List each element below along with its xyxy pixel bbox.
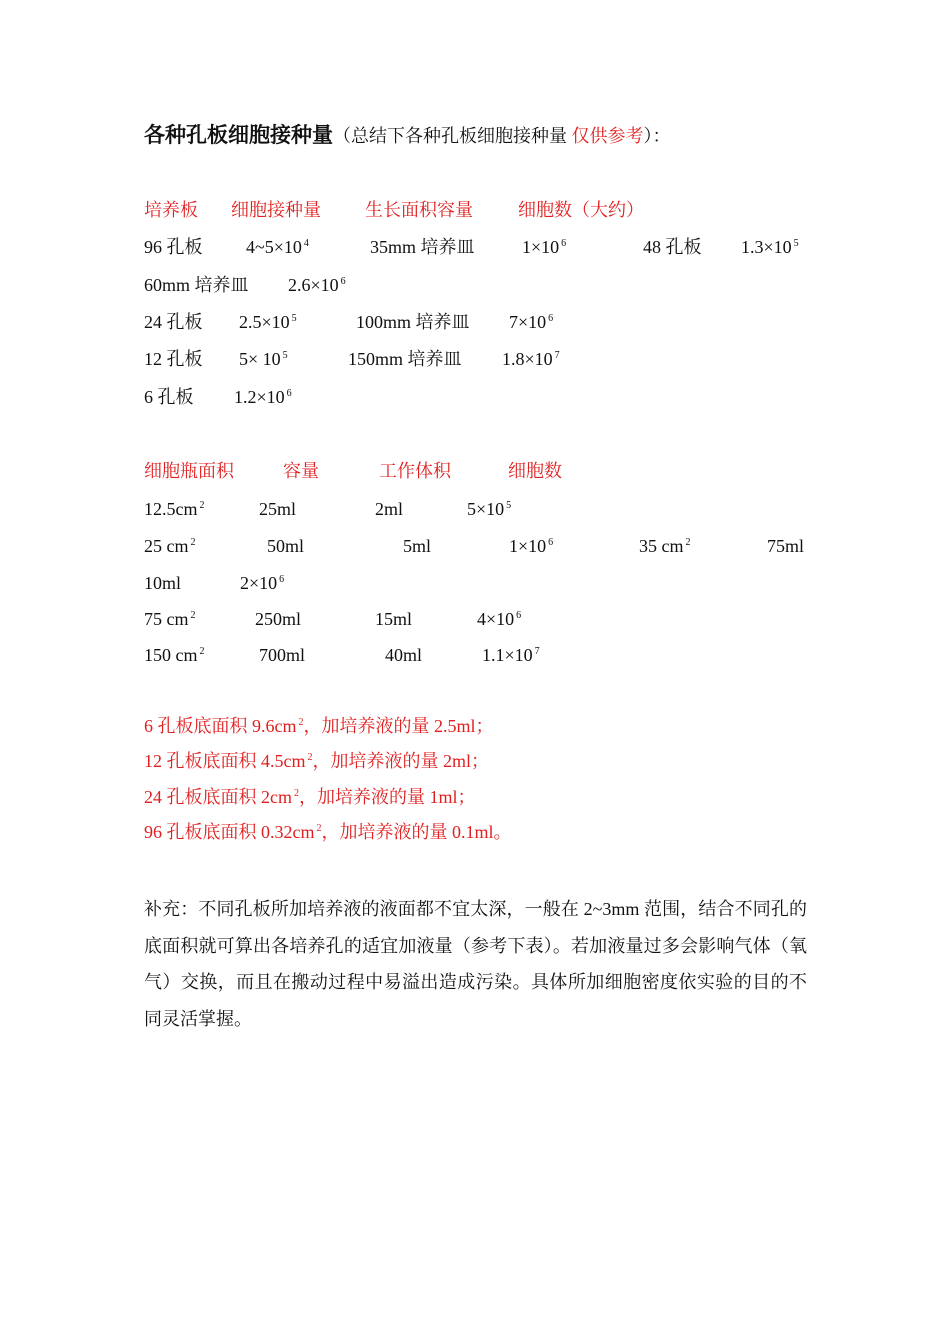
table2-header-flask-area: 细胞瓶面积	[144, 461, 234, 481]
table2-header-cells: 细胞数	[508, 461, 562, 481]
table1-cell: 5× 10 $^5$	[239, 349, 288, 369]
table1-cell: 150mm 培养皿	[348, 349, 462, 369]
table2-cell: 5×10 $^5$	[467, 499, 512, 519]
table2-cell: 1.1×10 $^7$	[482, 645, 540, 665]
note-96-well: 96 孔板底面积 0.32cm $^2$，加培养液的量 0.1ml。	[144, 822, 512, 842]
table2-cell: 40ml	[385, 645, 423, 665]
table1-cell: 100mm 培养皿	[356, 312, 470, 332]
table2-cell: 700ml	[259, 645, 306, 665]
table2-cell: 25 cm $^2$	[144, 536, 196, 556]
table2-cell: 4×10 $^6$	[477, 609, 522, 629]
title-open-paren: （	[333, 126, 351, 146]
table1-cell: 12 孔板	[144, 349, 203, 369]
table2-cell: 35 cm $^2$	[639, 536, 691, 556]
table2-cell: 1×10 $^6$	[509, 536, 554, 556]
table1-cell: 1.2×10 $^6$	[234, 387, 292, 407]
title-close: ）：	[643, 126, 671, 146]
table1-cell: 24 孔板	[144, 312, 203, 332]
table1-cell: 96 孔板	[144, 237, 203, 257]
table2-cell: 50ml	[267, 536, 305, 556]
table1-cell: 1.8×10 $^7$	[502, 349, 560, 369]
table2-cell: 15ml	[375, 609, 413, 629]
table2-cell: 75 cm $^2$	[144, 609, 196, 629]
table1-cell: 48 孔板	[643, 237, 702, 257]
table1-cell: 1.3×10 $^5$	[741, 237, 799, 257]
table1-cell: 2.6×10 $^6$	[288, 275, 346, 295]
title-main: 各种孔板细胞接种量	[144, 123, 333, 147]
table2-header-capacity: 容量	[283, 461, 319, 481]
supplement-paragraph: 补充：不同孔板所加培养液的液面都不宜太深，一般在 2~3mm 范围，结合不同孔的底面积就可算出各培养孔的适宜加液量（参考下表）。若加液量过多会影响气体（氧气）交换，而且在搬动过程中易溢出造成污染。具体所加细胞密度依实验的目的不同灵活掌握。	[144, 899, 807, 1029]
table1-header-area: 生长面积容量	[365, 200, 473, 220]
table1-cell: 6 孔板	[144, 387, 194, 407]
table1-cell: 4~5×10 $^4$	[246, 237, 309, 257]
table2-cell: 150 cm $^2$	[144, 645, 205, 665]
table2-cell: 2×10 $^6$	[240, 573, 285, 593]
table2-cell: 250ml	[255, 609, 302, 629]
table1-header-cells: 细胞数（大约）	[518, 200, 644, 220]
note-6-well: 6 孔板底面积 9.6cm $^2$，加培养液的量 2.5ml；	[144, 716, 494, 736]
table1-cell: 60mm 培养皿	[144, 275, 249, 295]
table1-cell: 35mm 培养皿	[370, 237, 475, 257]
table2-header-working-volume: 工作体积	[379, 461, 451, 481]
table2-cell: 75ml	[767, 536, 805, 556]
table2-cell: 2ml	[375, 499, 404, 519]
page-title	[144, 124, 671, 147]
table1-cell: 2.5×10 $^5$	[239, 312, 297, 332]
table1-cell: 7×10 $^6$	[509, 312, 554, 332]
note-12-well: 12 孔板底面积 4.5cm $^2$，加培养液的量 2ml；	[144, 751, 490, 771]
note-24-well: 24 孔板底面积 2cm $^2$，加培养液的量 1ml；	[144, 787, 476, 807]
table1-header-plate: 培养板	[144, 200, 198, 220]
title-sub: 总结下各种孔板细胞接种量	[351, 126, 572, 146]
table1-header-seeding: 细胞接种量	[231, 200, 321, 220]
table2-cell: 10ml	[144, 573, 182, 593]
table2-cell: 25ml	[259, 499, 297, 519]
table1-cell: 1×10 $^6$	[522, 237, 567, 257]
title-reference-note: 仅供参考	[571, 126, 644, 146]
table2-cell: 12.5cm $^2$	[144, 499, 205, 519]
table2-cell: 5ml	[403, 536, 432, 556]
